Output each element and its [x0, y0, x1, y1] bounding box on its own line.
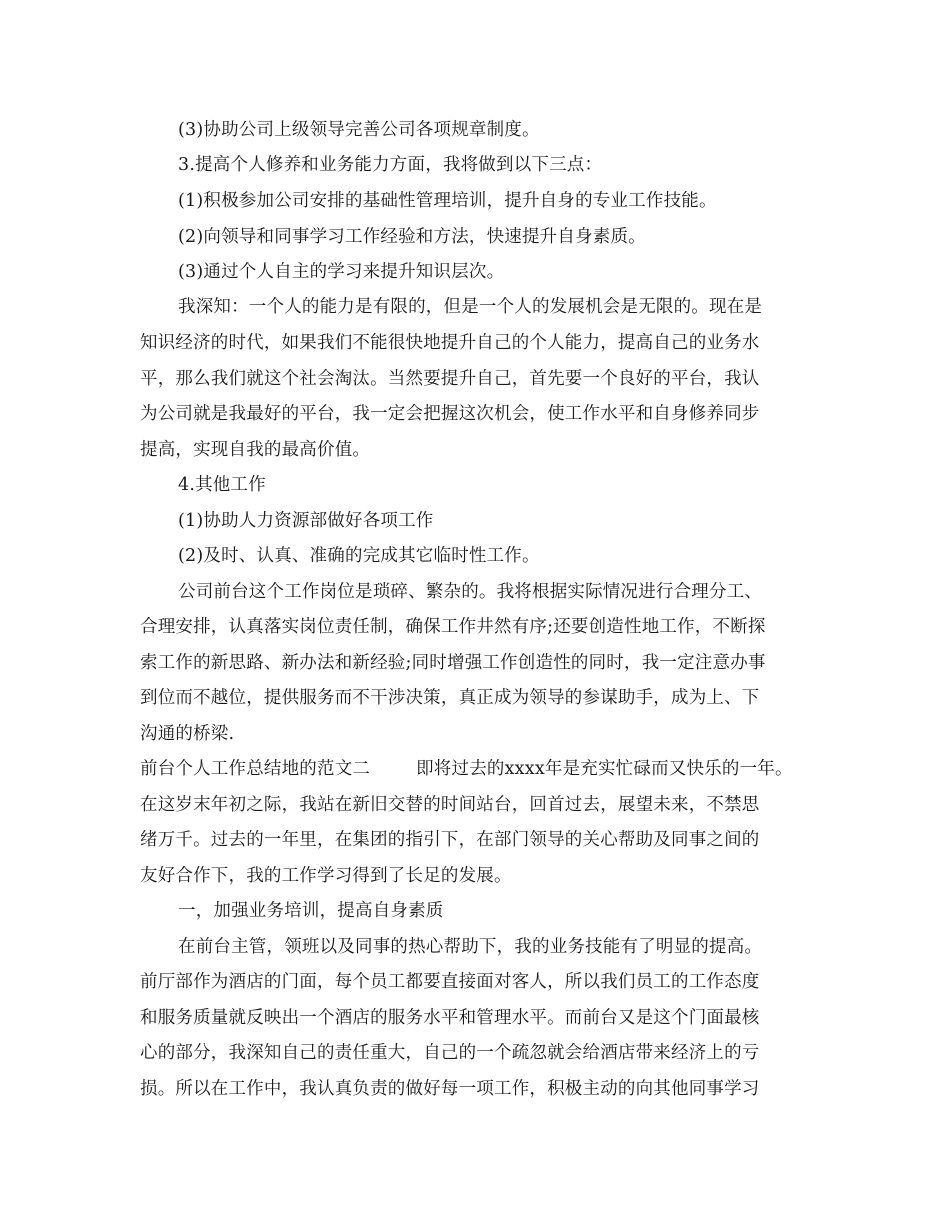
text-line: 平，那么我们就这个社会淘汰。当然要提升自己，首先要一个良好的平台，我认: [140, 369, 760, 389]
text-line: 为公司就是我最好的平台，我一定会把握这次机会，使工作水平和自身修养同步: [140, 404, 760, 424]
text-line: 到位而不越位，提供服务而不干涉决策，真正成为领导的参谋助手，成为上、下: [140, 688, 760, 708]
text-line: 公司前台这个工作岗位是琐碎、繁杂的。我将根据实际情况进行合理分工、: [178, 582, 763, 602]
section-heading: 前台个人工作总结地的范文二: [140, 759, 371, 779]
text-line: 沟通的桥梁.: [140, 724, 235, 744]
text-line: (2)及时、认真、准确的完成其它临时性工作。: [178, 546, 540, 566]
text-line: (1)协助人力资源部做好各项工作: [178, 511, 434, 531]
text-line: 索工作的新思路、新办法和新经验;同时增强工作创造性的同时，我一定注意办事: [140, 653, 766, 673]
text-line: 损。所以在工作中，我认真负责的做好每一项工作，积极主动的向其他同事学习: [140, 1079, 760, 1099]
text-line: 友好合作下，我的工作学习得到了长足的发展。: [140, 866, 512, 886]
text-line: 一，加强业务培训，提高自身素质: [178, 901, 444, 921]
text-line: 提高，实现自我的最高价值。: [140, 440, 371, 460]
text-line: 和服务质量就反映出一个酒店的服务水平和管理水平。而前台又是这个门面最核: [140, 1008, 760, 1028]
text-line: 前厅部作为酒店的门面，每个员工都要直接面对客人，所以我们员工的工作态度: [140, 972, 760, 992]
text-line: 合理安排，认真落实岗位责任制，确保工作井然有序;还要创造性地工作，不断探: [140, 617, 766, 637]
text-line: 绪万千。过去的一年里，在集团的指引下，在部门领导的关心帮助及同事之间的: [140, 830, 760, 850]
text-line: 心的部分，我深知自己的责任重大，自己的一个疏忽就会给酒店带来经济上的亏: [140, 1043, 760, 1063]
text-line: 我深知：一个人的能力是有限的，但是一个人的发展机会是无限的。现在是: [178, 297, 763, 317]
text-line: (1)积极参加公司安排的基础性管理培训，提升自身的专业工作技能。: [178, 191, 717, 211]
text-line: [140, 757, 793, 781]
text-line: 4.其他工作: [178, 475, 266, 495]
text-line: (3)通过个人自主的学习来提升知识层次。: [178, 262, 505, 282]
text-line: (2)向领导和同事学习工作经验和方法，快速提升自身素质。: [178, 227, 646, 247]
text-line: 即将过去的xxxx年是充实忙碌而又快乐的一年。: [416, 759, 793, 779]
text-line: 在前台主管，领班以及同事的热心帮助下，我的业务技能有了明显的提高。: [178, 937, 763, 957]
text-line: 知识经济的时代，如果我们不能很快地提升自己的个人能力，提高自己的业务水: [140, 333, 760, 353]
text-line: 在这岁末年初之际，我站在新旧交替的时间站台，回首过去，展望未来，不禁思: [140, 795, 760, 815]
text-line: 3.提高个人修养和业务能力方面，我将做到以下三点：: [178, 155, 603, 175]
text-line: (3)协助公司上级领导完善公司各项规章制度。: [178, 120, 540, 140]
